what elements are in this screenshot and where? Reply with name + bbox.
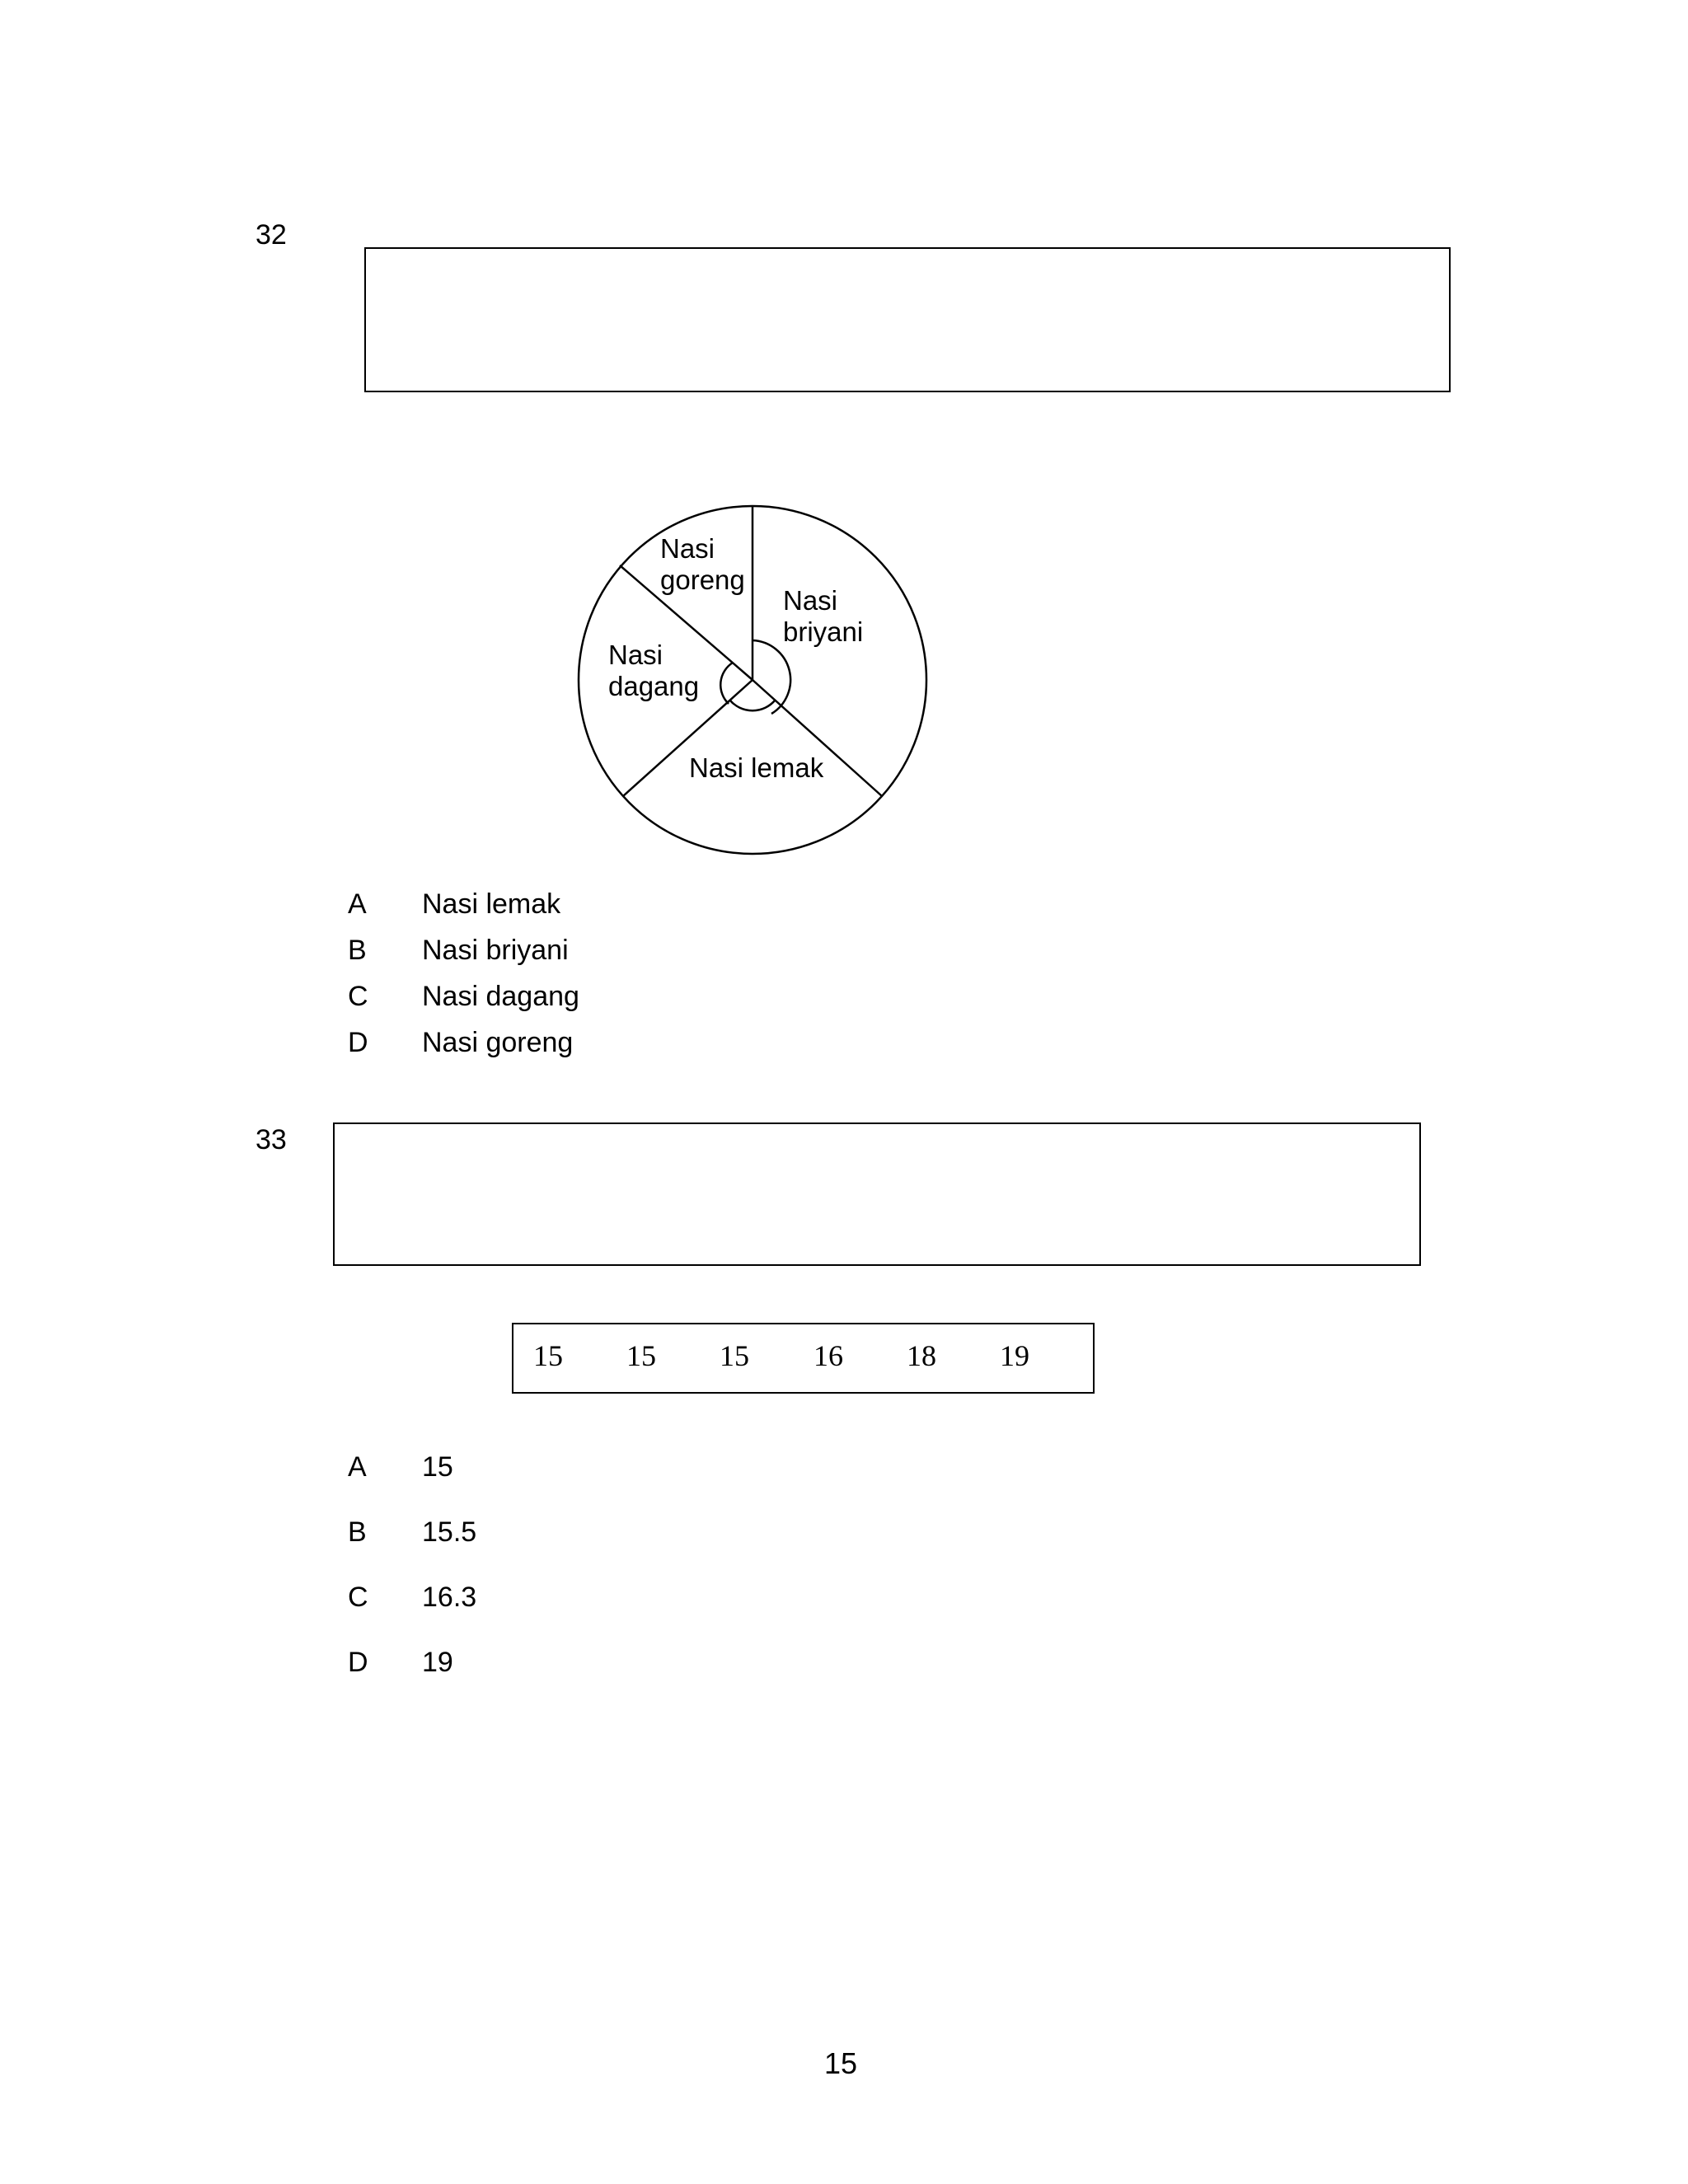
data-value-6: 19 [1000, 1339, 1029, 1372]
pie-label-goreng-line2: goreng [660, 565, 745, 595]
data-value-4: 16 [814, 1339, 843, 1372]
q32-option-d-text[interactable]: Nasi goreng [422, 1027, 574, 1058]
page-number: 15 [824, 2046, 858, 2080]
data-value-5: 18 [907, 1339, 936, 1372]
question-33-number: 33 [256, 1124, 287, 1155]
pie-label-dagang-line1: Nasi [608, 640, 663, 670]
q33-option-d-text[interactable]: 19 [422, 1647, 453, 1678]
q32-option-d-letter: D [348, 1027, 368, 1058]
q32-option-c-letter: C [348, 981, 368, 1012]
q32-option-c-text[interactable]: Nasi dagang [422, 981, 579, 1012]
q33-option-b-letter: B [348, 1516, 367, 1548]
angle-arc-dagang [720, 663, 733, 704]
q33-option-b-text[interactable]: 15.5 [422, 1516, 477, 1548]
angle-arc-lemak [730, 701, 775, 710]
pie-label-dagang-line2: dagang [608, 671, 700, 701]
q33-option-d-letter: D [348, 1647, 368, 1678]
q32-option-b-text[interactable]: Nasi briyani [422, 935, 569, 966]
q33-option-c-text[interactable]: 16.3 [422, 1582, 477, 1613]
question-33-text-box [333, 1122, 1421, 1266]
pie-label-goreng-line1: Nasi [660, 533, 715, 564]
pie-label-briyani-line1: Nasi [783, 585, 838, 616]
q32-option-a-text[interactable]: Nasi lemak [422, 888, 561, 920]
pie-chart [560, 494, 940, 865]
data-value-2: 15 [626, 1339, 656, 1372]
question-32-number: 32 [256, 219, 287, 251]
data-value-3: 15 [720, 1339, 749, 1372]
q32-option-b-letter: B [348, 935, 367, 966]
question-32-text-box [364, 247, 1451, 392]
q33-option-a-letter: A [348, 1451, 367, 1483]
q32-option-a-letter: A [348, 888, 367, 920]
pie-label-briyani-line2: briyani [783, 616, 864, 647]
q33-option-a-text[interactable]: 15 [422, 1451, 453, 1483]
data-value-1: 15 [533, 1339, 563, 1372]
q33-option-c-letter: C [348, 1582, 368, 1613]
data-values-box [512, 1323, 1095, 1394]
pie-label-lemak: Nasi lemak [689, 752, 824, 783]
